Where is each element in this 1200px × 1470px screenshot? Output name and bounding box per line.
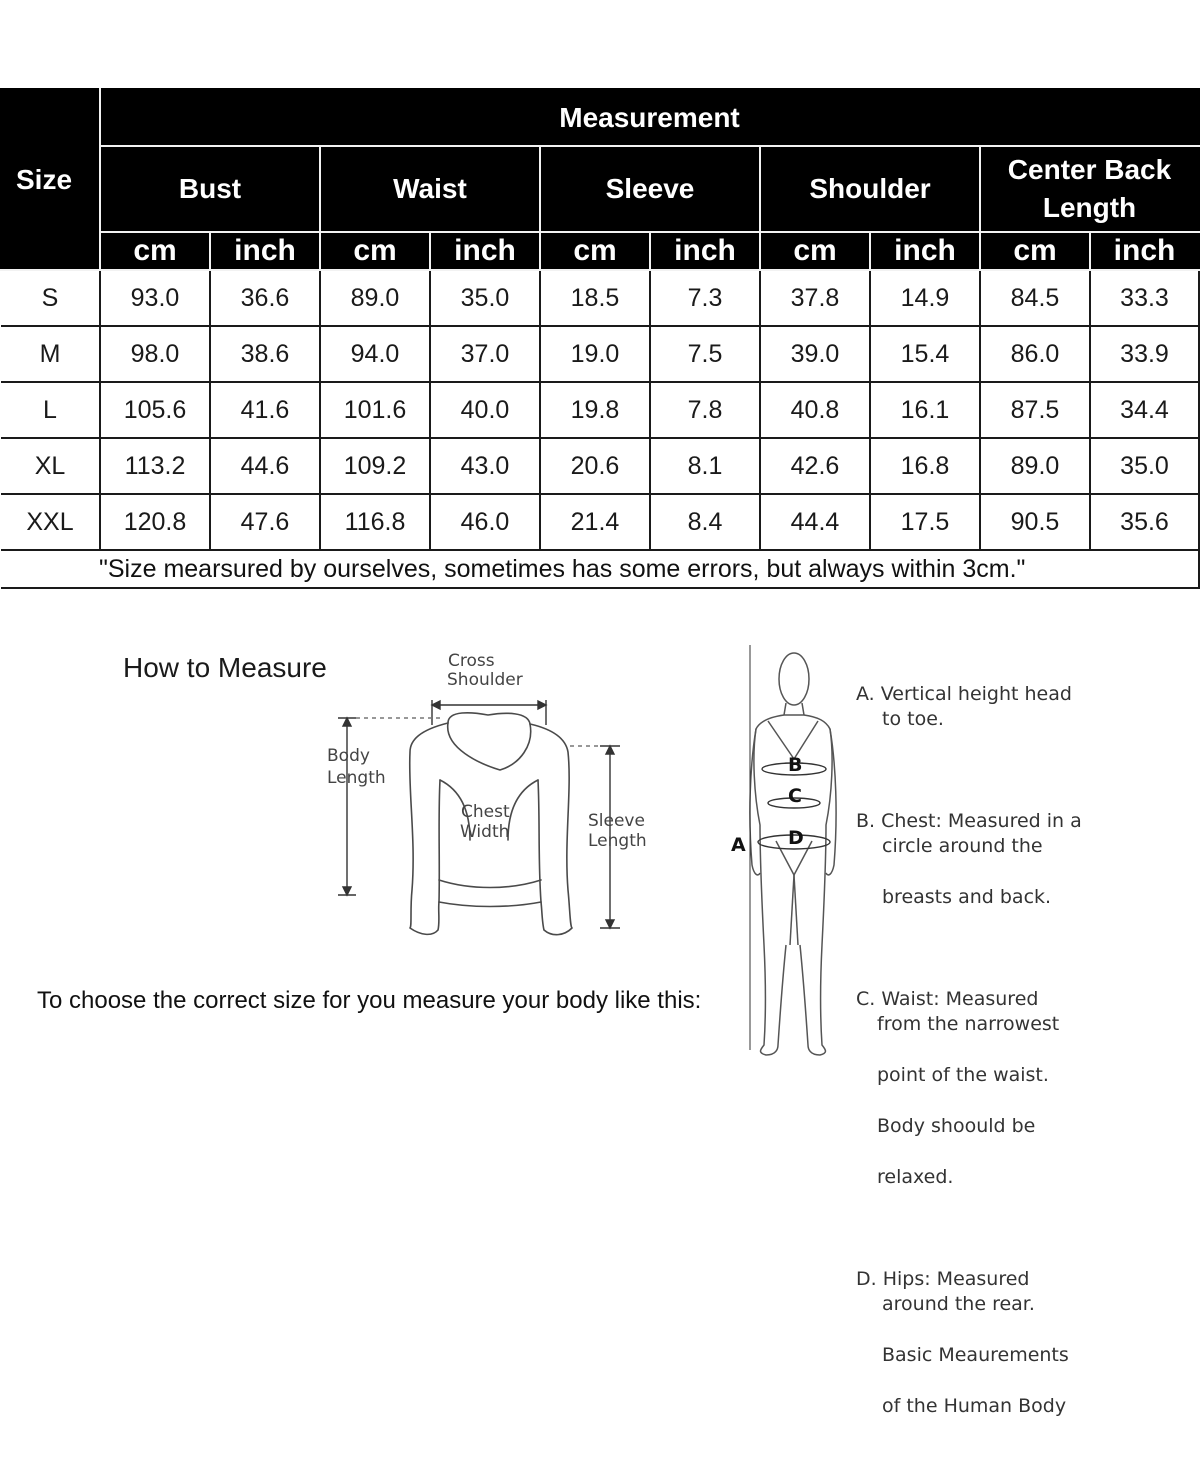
measurement-cell: 101.6 <box>320 382 430 438</box>
measurement-cell: 38.6 <box>210 326 320 382</box>
note-c-first-line: C. Waist: Measured <box>856 987 1039 1010</box>
shoulder-header: Shoulder <box>760 146 980 232</box>
measurement-cell: 14.9 <box>870 270 980 326</box>
table-row <box>1 494 1199 550</box>
chest-width-label-2: Width <box>460 822 510 842</box>
measurement-cell: 15.4 <box>870 326 980 382</box>
unit-header-cm: cm <box>320 232 430 270</box>
note-b <box>856 783 1186 936</box>
measurement-cell: 44.4 <box>760 494 870 550</box>
unit-header-inch: inch <box>210 232 320 270</box>
size-chart-table <box>0 88 1200 589</box>
measurement-cell: 21.4 <box>540 494 650 550</box>
measurement-cell: 35.6 <box>1090 494 1199 550</box>
measurement-cell: 109.2 <box>320 438 430 494</box>
measurement-cell: 94.0 <box>320 326 430 382</box>
measurement-header: Measurement <box>100 89 1199 146</box>
measurement-cell: 37.0 <box>430 326 540 382</box>
measurement-cell: 17.5 <box>870 494 980 550</box>
body-length-label-2: Length <box>327 768 386 788</box>
center-back-length-header: Center Back Length <box>980 146 1199 232</box>
measurement-cell: 44.6 <box>210 438 320 494</box>
size-note: "Size mearsured by ourselves, sometimes has some errors, but always within 3cm." <box>1 550 1199 588</box>
measurement-cell: 34.4 <box>1090 382 1199 438</box>
measurement-cell: 8.1 <box>650 438 760 494</box>
measurement-cell: 40.0 <box>430 382 540 438</box>
measurement-cell: 19.0 <box>540 326 650 382</box>
measurement-cell: 7.5 <box>650 326 760 382</box>
table-row <box>1 438 1199 494</box>
note-a <box>856 656 1186 758</box>
measurement-cell: 46.0 <box>430 494 540 550</box>
note-c-line: from the narrowest <box>877 1013 1060 1035</box>
measurement-cell: 16.1 <box>870 382 980 438</box>
measurement-cell: 7.8 <box>650 382 760 438</box>
note-c-line: relaxed. <box>877 1166 954 1188</box>
measurement-cell: 41.6 <box>210 382 320 438</box>
measurement-cell: 98.0 <box>100 326 210 382</box>
size-cell: S <box>1 270 100 326</box>
measurement-cell: 86.0 <box>980 326 1090 382</box>
measurement-cell: 8.4 <box>650 494 760 550</box>
size-cell: XXL <box>1 494 100 550</box>
measurement-cell: 116.8 <box>320 494 430 550</box>
note-c-line: Body shoould be <box>877 1115 1036 1137</box>
measurement-cell: 20.6 <box>540 438 650 494</box>
body-length-label-1: Body <box>327 746 370 766</box>
measurement-cell: 47.6 <box>210 494 320 550</box>
measurement-cell: 43.0 <box>430 438 540 494</box>
measurement-cell: 93.0 <box>100 270 210 326</box>
measurement-cell: 18.5 <box>540 270 650 326</box>
measurement-cell: 35.0 <box>430 270 540 326</box>
note-d-line: of the Human Body <box>882 1395 1067 1417</box>
measurement-cell: 19.8 <box>540 382 650 438</box>
how-to-measure-title: How to Measure <box>123 652 327 683</box>
sleeve-length-label-2: Length <box>588 831 647 851</box>
measurement-cell: 16.8 <box>870 438 980 494</box>
unit-header-inch: inch <box>650 232 760 270</box>
unit-header-cm: cm <box>760 232 870 270</box>
measurement-cell: 89.0 <box>320 270 430 326</box>
measurement-cell: 42.6 <box>760 438 870 494</box>
unit-header-cm: cm <box>540 232 650 270</box>
note-a-first-line: A. Vertical height head <box>856 682 1072 705</box>
cross-shoulder-label-2: Shoulder <box>447 670 523 690</box>
note-d-line: Basic Meaurements <box>882 1344 1069 1366</box>
measurement-cell: 89.0 <box>980 438 1090 494</box>
measurement-cell: 35.0 <box>1090 438 1199 494</box>
measurement-cell: 33.3 <box>1090 270 1199 326</box>
measurement-cell: 40.8 <box>760 382 870 438</box>
measurement-cell: 84.5 <box>980 270 1090 326</box>
measurement-cell: 39.0 <box>760 326 870 382</box>
measurement-cell: 105.6 <box>100 382 210 438</box>
measurement-cell: 36.6 <box>210 270 320 326</box>
note-c-line: point of the waist. <box>877 1064 1049 1086</box>
body-measurement-diagram <box>720 645 850 1065</box>
measurement-cell: 33.9 <box>1090 326 1199 382</box>
unit-header-inch: inch <box>1090 232 1199 270</box>
note-d-line: around the rear. <box>882 1293 1035 1315</box>
table-row <box>1 326 1199 382</box>
sweater-diagram <box>320 640 680 940</box>
measurement-cell: 37.8 <box>760 270 870 326</box>
body-label-c: C <box>788 785 802 807</box>
measurement-cell: 87.5 <box>980 382 1090 438</box>
measurement-cell: 120.8 <box>100 494 210 550</box>
body-label-d: D <box>788 827 804 849</box>
measurement-cell: 90.5 <box>980 494 1090 550</box>
sleeve-header: Sleeve <box>540 146 760 232</box>
unit-header-inch: inch <box>430 232 540 270</box>
cross-shoulder-label-1: Cross <box>448 651 495 671</box>
table-row <box>1 270 1199 326</box>
unit-header-inch: inch <box>870 232 980 270</box>
measurement-notes <box>856 656 1186 1470</box>
note-d-first-line: D. Hips: Measured <box>856 1267 1030 1290</box>
size-cell: L <box>1 382 100 438</box>
note-d <box>856 1241 1186 1445</box>
bust-header: Bust <box>100 146 320 232</box>
table-row <box>1 382 1199 438</box>
note-b-line: circle around the <box>882 835 1043 857</box>
size-cell: M <box>1 326 100 382</box>
measurement-cell: 113.2 <box>100 438 210 494</box>
note-b-first-line: B. Chest: Measured in a <box>856 809 1082 832</box>
body-label-b: B <box>788 754 803 776</box>
size-cell: XL <box>1 438 100 494</box>
body-label-a: A <box>731 834 746 856</box>
unit-header-cm: cm <box>100 232 210 270</box>
note-b-line: breasts and back. <box>882 886 1052 908</box>
note-a-line: to toe. <box>882 708 944 730</box>
chest-width-label-1: Chest <box>461 802 510 822</box>
sleeve-length-label-1: Sleeve <box>588 811 645 831</box>
choose-size-instructions: To choose the correct size for you measure your body like this: <box>37 987 702 1014</box>
measurement-cell: 7.3 <box>650 270 760 326</box>
unit-header-cm: cm <box>980 232 1090 270</box>
note-c <box>856 961 1186 1216</box>
waist-header: Waist <box>320 146 540 232</box>
size-column-header: Size <box>1 89 100 270</box>
